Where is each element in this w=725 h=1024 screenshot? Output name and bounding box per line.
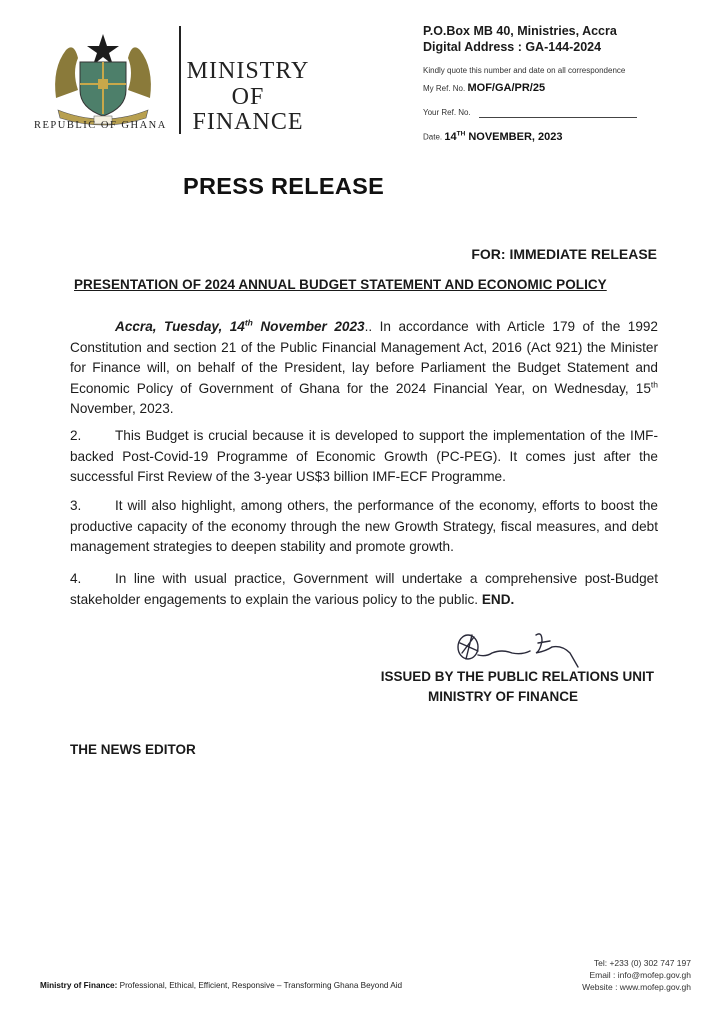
ministry-name-line-1: MINISTRY (186, 58, 310, 84)
paragraph-1-text-b: November, 2023. (70, 401, 174, 417)
issued-by-ministry: MINISTRY OF FINANCE (428, 689, 579, 704)
paragraph-3 (70, 496, 658, 558)
paragraph-1 (70, 317, 658, 420)
page-title: PRESS RELEASE (183, 173, 385, 199)
dateline-b: November 2023 (252, 319, 365, 334)
addressee: THE NEWS EDITOR (70, 742, 196, 757)
your-ref-label: Your Ref. No. (423, 108, 471, 117)
date-suffix: TH (456, 130, 466, 137)
ghana-coat-of-arms-icon (48, 28, 158, 128)
paragraph-3-text: It will also highlight, among others, the performance of the economy, efforts to boost the productive capacity of the economy through the new Growth Strategy, fiscal measures, and debt management strategies to deepen stability and promote growth. (70, 498, 658, 555)
paragraph-1-text-a: .. In accordance with Article 179 of the 1992 Constitution and section 21 of the Public Financial Management Act, 2016 (Act 921) the Minister for Finance will, on behalf of the President, lay before Parliament the Budget Statement and Economic Policy of Government of Ghana for the 2024 Financial Year, on Wednesday, 15 (70, 319, 658, 396)
republic-of-ghana-label: REPUBLIC OF GHANA (34, 120, 167, 131)
letter-date (423, 130, 563, 143)
footer-motto-text: Professional, Ethical, Efficient, Responsive – Transforming Ghana Beyond Aid (117, 981, 403, 990)
footer-motto (40, 981, 402, 990)
paragraph-2-text: This Budget is crucial because it is developed to support the implementation of the IMF-backed Post-Covid-19 Programme of Economic Growth (PC-PEG). It comes just after the successful First Review of the 3-year US$3 billion IMF-ECF Programme. (70, 428, 658, 485)
date-label: Date. (423, 132, 443, 142)
footer-org: Ministry of Finance: (40, 981, 118, 990)
dateline-sup: th (244, 317, 253, 328)
paragraph-number: 2. (70, 428, 82, 443)
paragraph-4-text: In line with usual practice, Government will undertake a comprehensive post-Budget stakeholder engagements to explain the various policy to the public. (70, 571, 658, 607)
digital-address: Digital Address : GA-144-2024 (423, 40, 602, 54)
paragraph-number: 3. (70, 498, 82, 513)
kindly-quote-note: Kindly quote this number and date on all correspondence (423, 66, 626, 75)
footer-tel: Tel: +233 (0) 302 747 197 (593, 958, 691, 968)
my-ref-label: My Ref. No. (423, 84, 466, 93)
issued-by-unit: ISSUED BY THE PUBLIC RELATIONS UNIT (380, 669, 654, 684)
dateline (115, 319, 365, 334)
paragraph-2 (70, 426, 658, 488)
my-ref-value: MOF/GA/PR/25 (467, 82, 546, 94)
ministry-name-line-3: FINANCE (192, 109, 304, 135)
paragraph-1-sup: th (650, 379, 658, 390)
paragraph-4 (70, 569, 658, 610)
date-month-year: NOVEMBER, 2023 (468, 130, 563, 143)
end-marker: END. (481, 591, 515, 607)
my-ref (423, 82, 545, 94)
your-ref-blank-line (479, 117, 637, 118)
handwritten-signature-icon (452, 627, 587, 672)
release-type: FOR: IMMEDIATE RELEASE (471, 246, 657, 262)
footer-website: Website : www.mofep.gov.gh (582, 982, 691, 992)
paragraph-number: 4. (70, 571, 82, 586)
pobox-address: P.O.Box MB 40, Ministries, Accra (423, 24, 617, 38)
footer-email: Email : info@mofep.gov.gh (589, 970, 691, 980)
headline: PRESENTATION OF 2024 ANNUAL BUDGET STATEMENT AND ECONOMIC POLICY (74, 277, 607, 292)
date-day: 14 (444, 130, 457, 143)
ministry-name-line-2: OF (231, 84, 265, 110)
dateline-a: Accra, Tuesday, 14 (115, 319, 245, 334)
